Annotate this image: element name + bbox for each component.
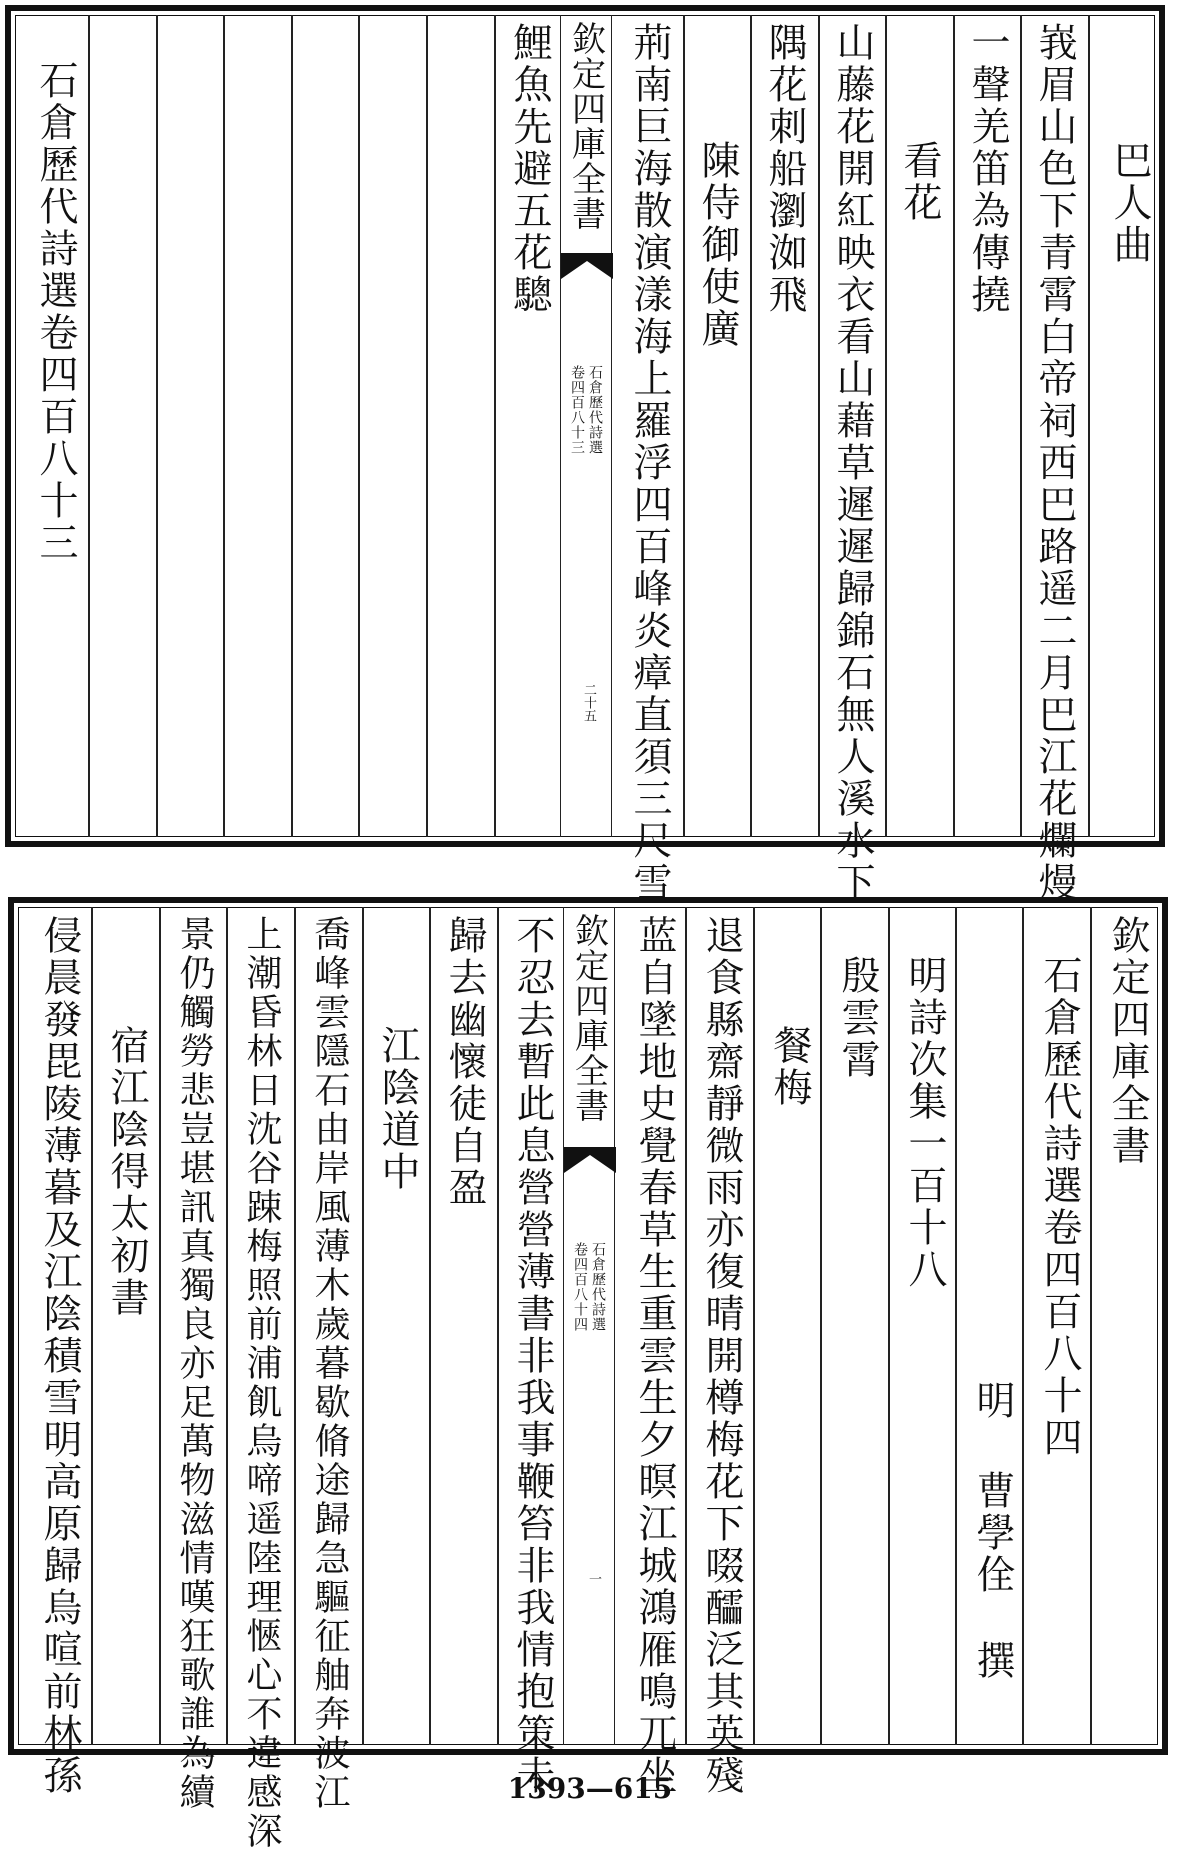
column-rule: [494, 15, 496, 837]
column-rule: [753, 907, 755, 1745]
column-rule: [226, 907, 228, 1745]
column-rule: [426, 15, 428, 837]
column-rule: [953, 15, 955, 837]
column-rule: [294, 907, 296, 1745]
strip-volume: 卷四百八十四: [572, 1242, 588, 1332]
column-rule: [1088, 15, 1090, 837]
strip-title: 欽定四庫全書: [565, 21, 606, 231]
column-rule: [223, 15, 225, 837]
poem-line: 一聲羌笛為傳撓: [965, 22, 1010, 316]
column-rule: [88, 15, 90, 837]
column-rule: [683, 15, 685, 837]
fish-tail-mark-icon: [561, 253, 613, 279]
strip-volume: 卷四百八十三: [569, 365, 585, 455]
center-strip: [560, 15, 612, 837]
poem-line: 退食縣齋靜微雨亦復晴開樽梅花下啜醽泛其英殘: [699, 915, 744, 1797]
poet-name: 殷雲霄: [835, 955, 880, 1081]
column-rule: [1020, 15, 1022, 837]
poem-line: 喬峰雲隱石由岸風薄木歲暮歇脩途歸急驅征舳奔波江: [309, 915, 350, 1812]
header-title: 欽定四庫全書: [1105, 915, 1150, 1167]
column-rule: [159, 907, 161, 1745]
column-rule: [820, 907, 822, 1745]
poem-line: 蓝自墜地史覺春草生重雲生夕暝江城鴻雁鳴兀坐: [632, 915, 677, 1797]
poem-title: 宿江陰得太初書: [104, 1025, 149, 1319]
fish-tail-mark-icon: [564, 1147, 616, 1173]
poem-line: 侵晨發毘陵薄暮及江陰積雪明高原歸烏喧前林孫: [37, 915, 82, 1797]
poem-line: 歸去幽懷徒自盈: [442, 915, 487, 1209]
column-rule: [888, 907, 890, 1745]
strip-title: 欽定四庫全書: [568, 913, 609, 1123]
strip-page-number: 二十五: [581, 683, 596, 722]
poem-title: 餐梅: [767, 1025, 812, 1109]
column-rule: [1090, 907, 1092, 1745]
poem-line: 峩眉山色下青霄白帝祠西巴路遥二月巴江花爛熳: [1032, 22, 1077, 904]
poem-line: 不忍去暫此息營營薄書非我事鞭笞非我情抱策未: [510, 915, 555, 1797]
column-rule: [1022, 907, 1024, 1745]
strip-book-title: 石倉歷代詩選: [587, 365, 603, 455]
poem-title: 江陰道中: [375, 1025, 420, 1193]
top-page: [0, 0, 1180, 904]
column-rule: [429, 907, 431, 1745]
poem-title: 巴人曲: [1107, 140, 1152, 266]
poem-line: 山藤花開紅映衣看山藉草遲遲歸錦石無人溪水下: [830, 22, 875, 904]
bottom-page: [0, 895, 1180, 1851]
collection-title: 明詩次集一百十八: [902, 955, 947, 1291]
poem-title: 看花: [897, 140, 942, 224]
column-rule: [685, 907, 687, 1745]
column-rule: [818, 15, 820, 837]
column-rule: [291, 15, 293, 837]
poem-line: 隅花刺船瀏洳飛: [762, 22, 807, 316]
volume-end-title: 石倉歷代詩選卷四百八十三: [33, 60, 78, 564]
column-rule: [750, 15, 752, 837]
author-suffix: 撰: [970, 1640, 1015, 1682]
page-footer-number: 1393—615: [507, 1772, 673, 1805]
poem-line: 上潮昏林日沈谷踈梅照前浦飢烏啼遥陸理愜心不違感深: [241, 915, 282, 1851]
poem-title: 陳侍御使廣: [695, 140, 740, 350]
column-rule: [156, 15, 158, 837]
column-rule: [91, 907, 93, 1745]
book-title: 石倉歷代詩選卷四百八十四: [1037, 955, 1082, 1459]
strip-book-title: 石倉歷代詩選: [590, 1242, 606, 1332]
poem-line: 景仍觸勞悲豈堪訊真獨良亦足萬物滋情嘆狂歌誰為續: [174, 915, 215, 1812]
author-name: 曹學佺: [970, 1470, 1015, 1596]
center-strip: [563, 907, 615, 1745]
dynasty: 明: [970, 1380, 1015, 1422]
column-rule: [362, 907, 364, 1745]
column-rule: [497, 907, 499, 1745]
column-rule: [358, 15, 360, 837]
column-rule: [955, 907, 957, 1745]
strip-page-number: 一: [586, 1572, 601, 1585]
column-rule: [885, 15, 887, 837]
poem-line: 荊南巨海散演漾海上羅浮四百峰炎瘴直須三尺雪: [627, 22, 672, 904]
poem-line: 鯉魚先避五花驄: [507, 22, 552, 316]
